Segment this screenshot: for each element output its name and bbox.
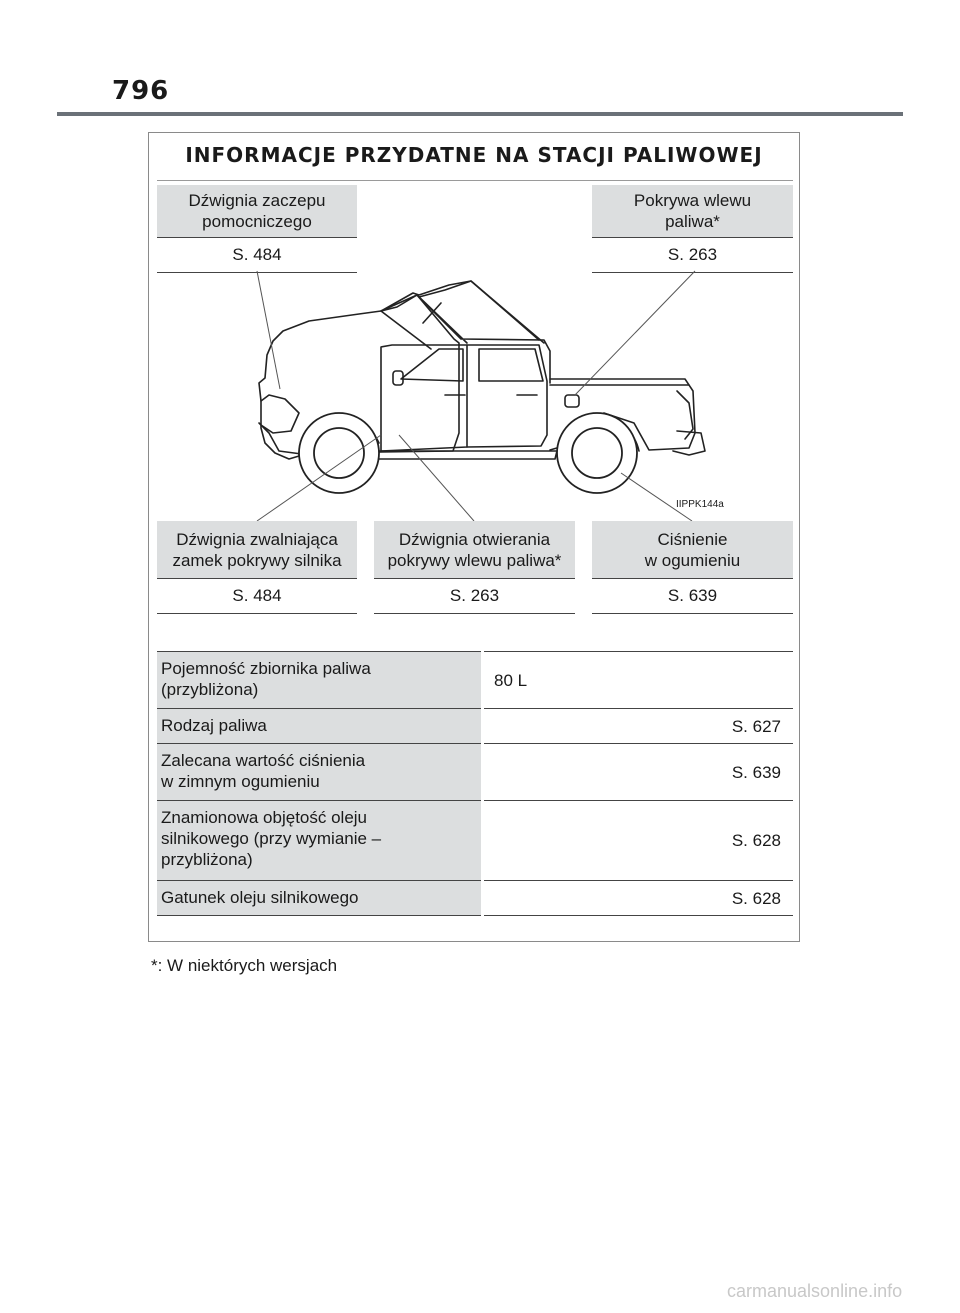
fuel-info-panel xyxy=(148,132,800,942)
spec-table xyxy=(157,651,793,916)
spec-value: 80 L xyxy=(483,652,794,709)
front-wheel-rim xyxy=(314,428,364,478)
spec-label: Gatunek oleju silnikowego xyxy=(157,881,483,916)
table-row xyxy=(157,709,793,744)
callout-ref-hood-release-lever[interactable]: S. 484 xyxy=(157,579,357,614)
table-row xyxy=(157,801,793,881)
table-row xyxy=(157,652,793,709)
front-window xyxy=(401,349,463,381)
spec-value[interactable]: S. 639 xyxy=(483,744,794,801)
spec-label: Zalecana wartość ciśnienia w zimnym ogumieniu xyxy=(157,744,483,801)
callout-label-auxiliary-hitch-lever: Dźwignia zaczepu pomocniczego xyxy=(157,185,357,238)
spec-value[interactable]: S. 628 xyxy=(483,881,794,916)
cab-roof xyxy=(381,281,544,343)
spec-label: Znamionowa objętość oleju silnikowego (przy wymianie – przybliżona) xyxy=(157,801,483,881)
callout-ref-fuel-filler-door[interactable]: S. 263 xyxy=(592,238,793,273)
image-code: IIPPK144a xyxy=(676,499,724,510)
callout-label-fuel-door-opener: Dźwignia otwierania pokrywy wlewu paliwa* xyxy=(374,521,575,579)
roof-line xyxy=(419,281,539,340)
fuel-door xyxy=(565,395,579,407)
vehicle-diagram xyxy=(149,133,799,533)
callout-ref-auxiliary-hitch-lever[interactable]: S. 484 xyxy=(157,238,357,273)
footnote: *: W niektórych wersjach xyxy=(151,956,338,975)
rear-wheel-rim xyxy=(572,428,622,478)
header-rule xyxy=(57,112,903,116)
callout-label-fuel-filler-door: Pokrywa wlewu paliwa* xyxy=(592,185,793,238)
spec-label: Pojemność zbiornika paliwa (przybliżona) xyxy=(157,652,483,709)
page-number: 796 xyxy=(112,76,170,106)
watermark: carmanualsonline.info xyxy=(727,1281,903,1301)
rear-window xyxy=(479,349,543,381)
leader-auxiliary-hitch xyxy=(257,271,280,389)
spec-value[interactable]: S. 627 xyxy=(483,709,794,744)
spec-label: Rodzaj paliwa xyxy=(157,709,483,744)
callout-label-hood-release-lever: Dźwignia zwalniająca zamek pokrywy silnika xyxy=(157,521,357,579)
panel-title: INFORMACJE PRZYDATNE NA STACJI PALIWOWEJ xyxy=(185,143,763,167)
cabin-outline xyxy=(381,295,550,383)
callout-label-tire-pressure: Ciśnienie w ogumieniu xyxy=(592,521,793,579)
callout-ref-fuel-door-opener[interactable]: S. 263 xyxy=(374,579,575,614)
callout-ref-tire-pressure[interactable]: S. 639 xyxy=(592,579,793,614)
spec-value[interactable]: S. 628 xyxy=(483,801,794,881)
leader-fuel-filler-door xyxy=(575,271,695,395)
table-row xyxy=(157,744,793,801)
table-row xyxy=(157,881,793,916)
headlight xyxy=(261,395,299,433)
leader-tire-pressure xyxy=(621,473,692,521)
